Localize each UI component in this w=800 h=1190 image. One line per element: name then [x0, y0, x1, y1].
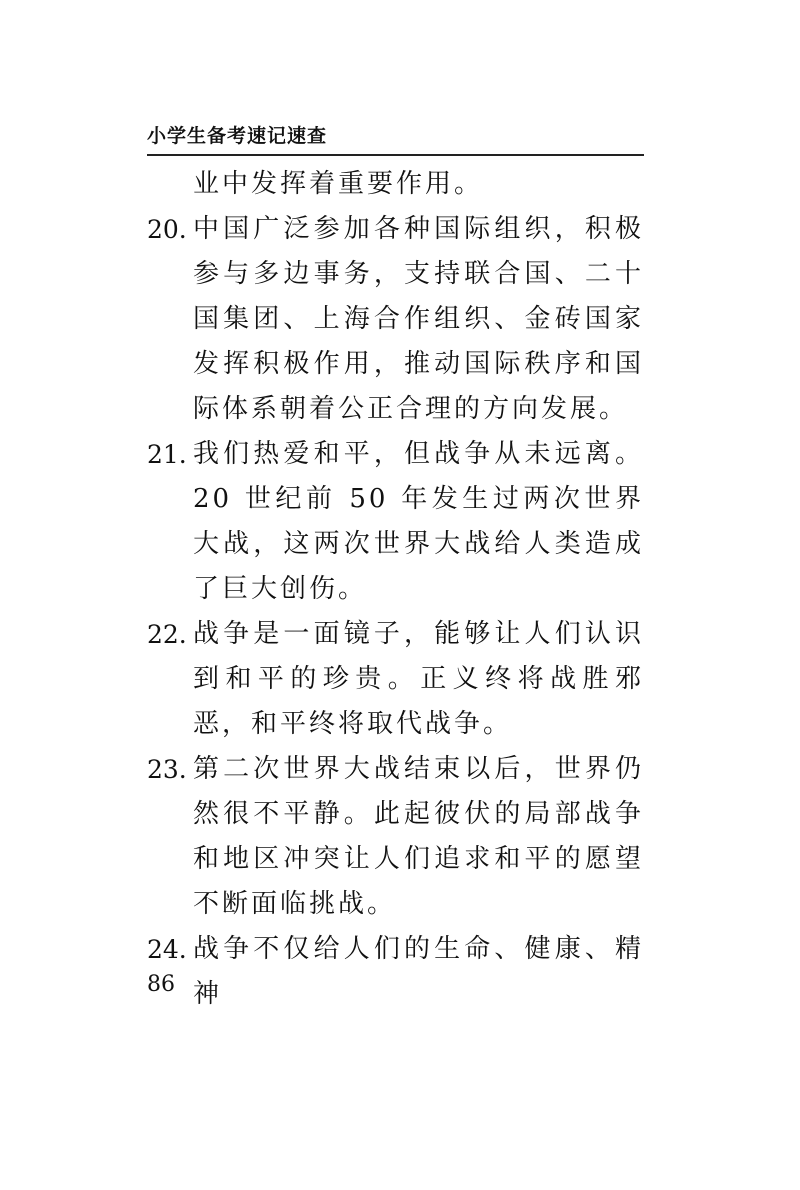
item-number: 23.: [147, 755, 187, 784]
list-item-24: [147, 927, 644, 1017]
page-content: [147, 162, 644, 1017]
item-text: 中国广泛参加各种国际组织，积极参与多边事务，支持联合国、二十国集团、上海合作组织、金砖国家发挥积极作用，推动国际秩序和国际体系朝着公正合理的方向发展。: [193, 214, 644, 424]
item-number: 24.: [147, 935, 187, 964]
paragraph-text: 业中发挥着重要作用。: [193, 169, 484, 199]
running-header: [147, 120, 644, 156]
item-text: 战争不仅给人们的生命、健康、精神: [193, 934, 644, 1009]
list-item-23: [147, 747, 644, 927]
item-text: 战争是一面镜子，能够让人们认识到和平的珍贵。正义终将战胜邪恶，和平终将取代战争。: [193, 619, 644, 739]
item-text: 我们热爱和平，但战争从未远离。20 世纪前 50 年发生过两次世界大战，这两次世界大战给人类造成了巨大创伤。: [193, 439, 644, 604]
page-number: 86: [147, 972, 175, 997]
item-number: 21.: [147, 440, 187, 469]
list-item-20: [147, 207, 644, 432]
continued-paragraph: [147, 162, 644, 207]
item-number: 20.: [147, 215, 187, 244]
item-text: 第二次世界大战结束以后，世界仍然很不平静。此起彼伏的局部战争和地区冲突让人们追求和平的愿望不断面临挑战。: [193, 754, 644, 919]
item-number: 22.: [147, 620, 187, 649]
list-item-21: [147, 432, 644, 612]
list-item-22: [147, 612, 644, 747]
book-title: 小学生备考速记速查: [147, 125, 328, 147]
